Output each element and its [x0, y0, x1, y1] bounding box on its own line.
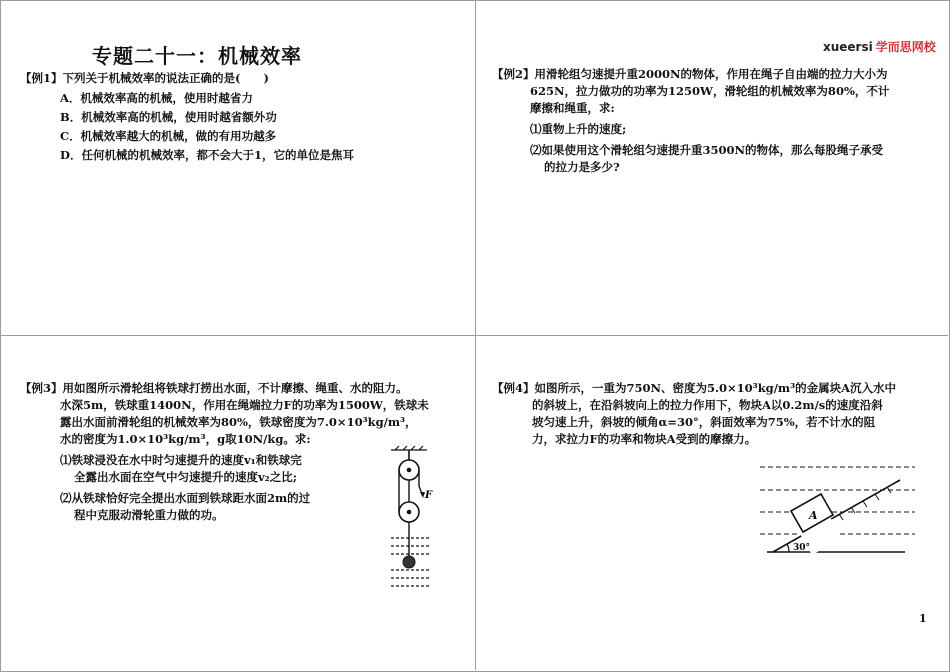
example-1-label: 【例1】 — [20, 71, 63, 85]
example-2-line-3: 摩擦和绳重，求: — [530, 101, 615, 115]
example-3-line-4: 水的密度为1.0×10³kg/m³，g取10N/kg。求: — [60, 432, 311, 446]
logo-en: xueersi — [823, 40, 873, 54]
block-label: A — [809, 509, 818, 522]
example-3-sub-2-line-2: 程中克服动滑轮重力做的功。 — [74, 508, 224, 522]
example-2-sub-2-line-1: ⑵如果使用这个滑轮组匀速提升重3500N的物体，那么每股绳子承受 — [530, 143, 884, 157]
example-2 — [492, 66, 889, 176]
example-4-label: 【例4】 — [492, 381, 535, 395]
pulley-figure — [385, 446, 445, 591]
example-4 — [492, 380, 896, 448]
example-3-line-2: 水深5m，铁球重1400N，作用在绳端拉力F的功率为1500W，铁球未 — [60, 398, 429, 412]
example-2-sub-1: ⑴重物上升的速度; — [530, 122, 627, 136]
example-2-line-2: 625N，拉力做功的功率为1250W，滑轮组的机械效率为80%，不计 — [530, 84, 890, 98]
example-3-sub-1-line-1: ⑴铁球浸没在水中时匀速提升的速度v₁和铁球完 — [60, 453, 302, 467]
slope — [773, 480, 900, 552]
option-a: A．机械效率高的机械，使用时越省力 — [60, 91, 253, 105]
example-3-line-3: 露出水面前滑轮组的机械效率为80%，铁球密度为7.0×10³kg/m³， — [60, 415, 417, 429]
divider-horizontal — [0, 335, 948, 336]
example-3-sub-1-line-2: 全露出水面在空气中匀速提升的速度v₂之比; — [74, 470, 297, 484]
page-number: 1 — [919, 612, 927, 625]
example-2-label: 【例2】 — [492, 67, 535, 81]
option-c: C．机械效率越大的机械，做的有用功越多 — [60, 129, 277, 143]
example-4-line-3: 坡匀速上升，斜坡的倾角α=30°，斜面效率为75%，若不计水的阻 — [532, 415, 876, 429]
iron-ball — [403, 556, 415, 568]
angle-arc — [787, 544, 789, 552]
option-b: B．机械效率高的机械，使用时越省额外功 — [60, 110, 277, 124]
example-2-line-1: 用滑轮组匀速提升重2000N的物体，作用在绳子自由端的拉力大小为 — [534, 67, 888, 81]
water-lines — [760, 467, 915, 534]
logo-cn: 学而思网校 — [875, 40, 936, 54]
brand-logo — [823, 38, 936, 55]
example-2-sub-2-line-2: 的拉力是多少? — [544, 160, 620, 174]
example-3-sub-2-line-1: ⑵从铁球恰好完全提出水面到铁球距水面2m的过 — [60, 491, 311, 505]
example-4-line-2: 的斜坡上，在沿斜坡向上的拉力作用下，物块A以0.2m/s的速度沿斜 — [532, 398, 883, 412]
example-3 — [20, 380, 429, 524]
example-1-question: 下列关于机械效率的说法正确的是( ) — [62, 71, 269, 85]
fixed-pulley — [399, 450, 419, 480]
example-3-label: 【例3】 — [20, 381, 63, 395]
example-1 — [20, 70, 354, 165]
incline-figure — [755, 462, 920, 558]
example-4-line-1: 如图所示，一重为750N、密度为5.0×10³kg/m³的金属块A沉入水中 — [534, 381, 897, 395]
example-4-line-4: 力，求拉力F的功率和物块A受到的摩擦力。 — [532, 432, 757, 446]
example-3-line-1: 用如图所示滑轮组将铁球打捞出水面，不计摩擦、绳重、水的阻力。 — [62, 381, 408, 395]
force-label: F — [425, 490, 433, 501]
page-title: 专题二十一：机械效率 — [92, 44, 302, 68]
option-d: D．任何机械的机械效率，都不会大于1，它的单位是焦耳 — [60, 148, 354, 162]
movable-pulley — [399, 502, 419, 522]
angle-label: 30° — [793, 543, 811, 553]
ceiling-hatch — [391, 446, 427, 450]
